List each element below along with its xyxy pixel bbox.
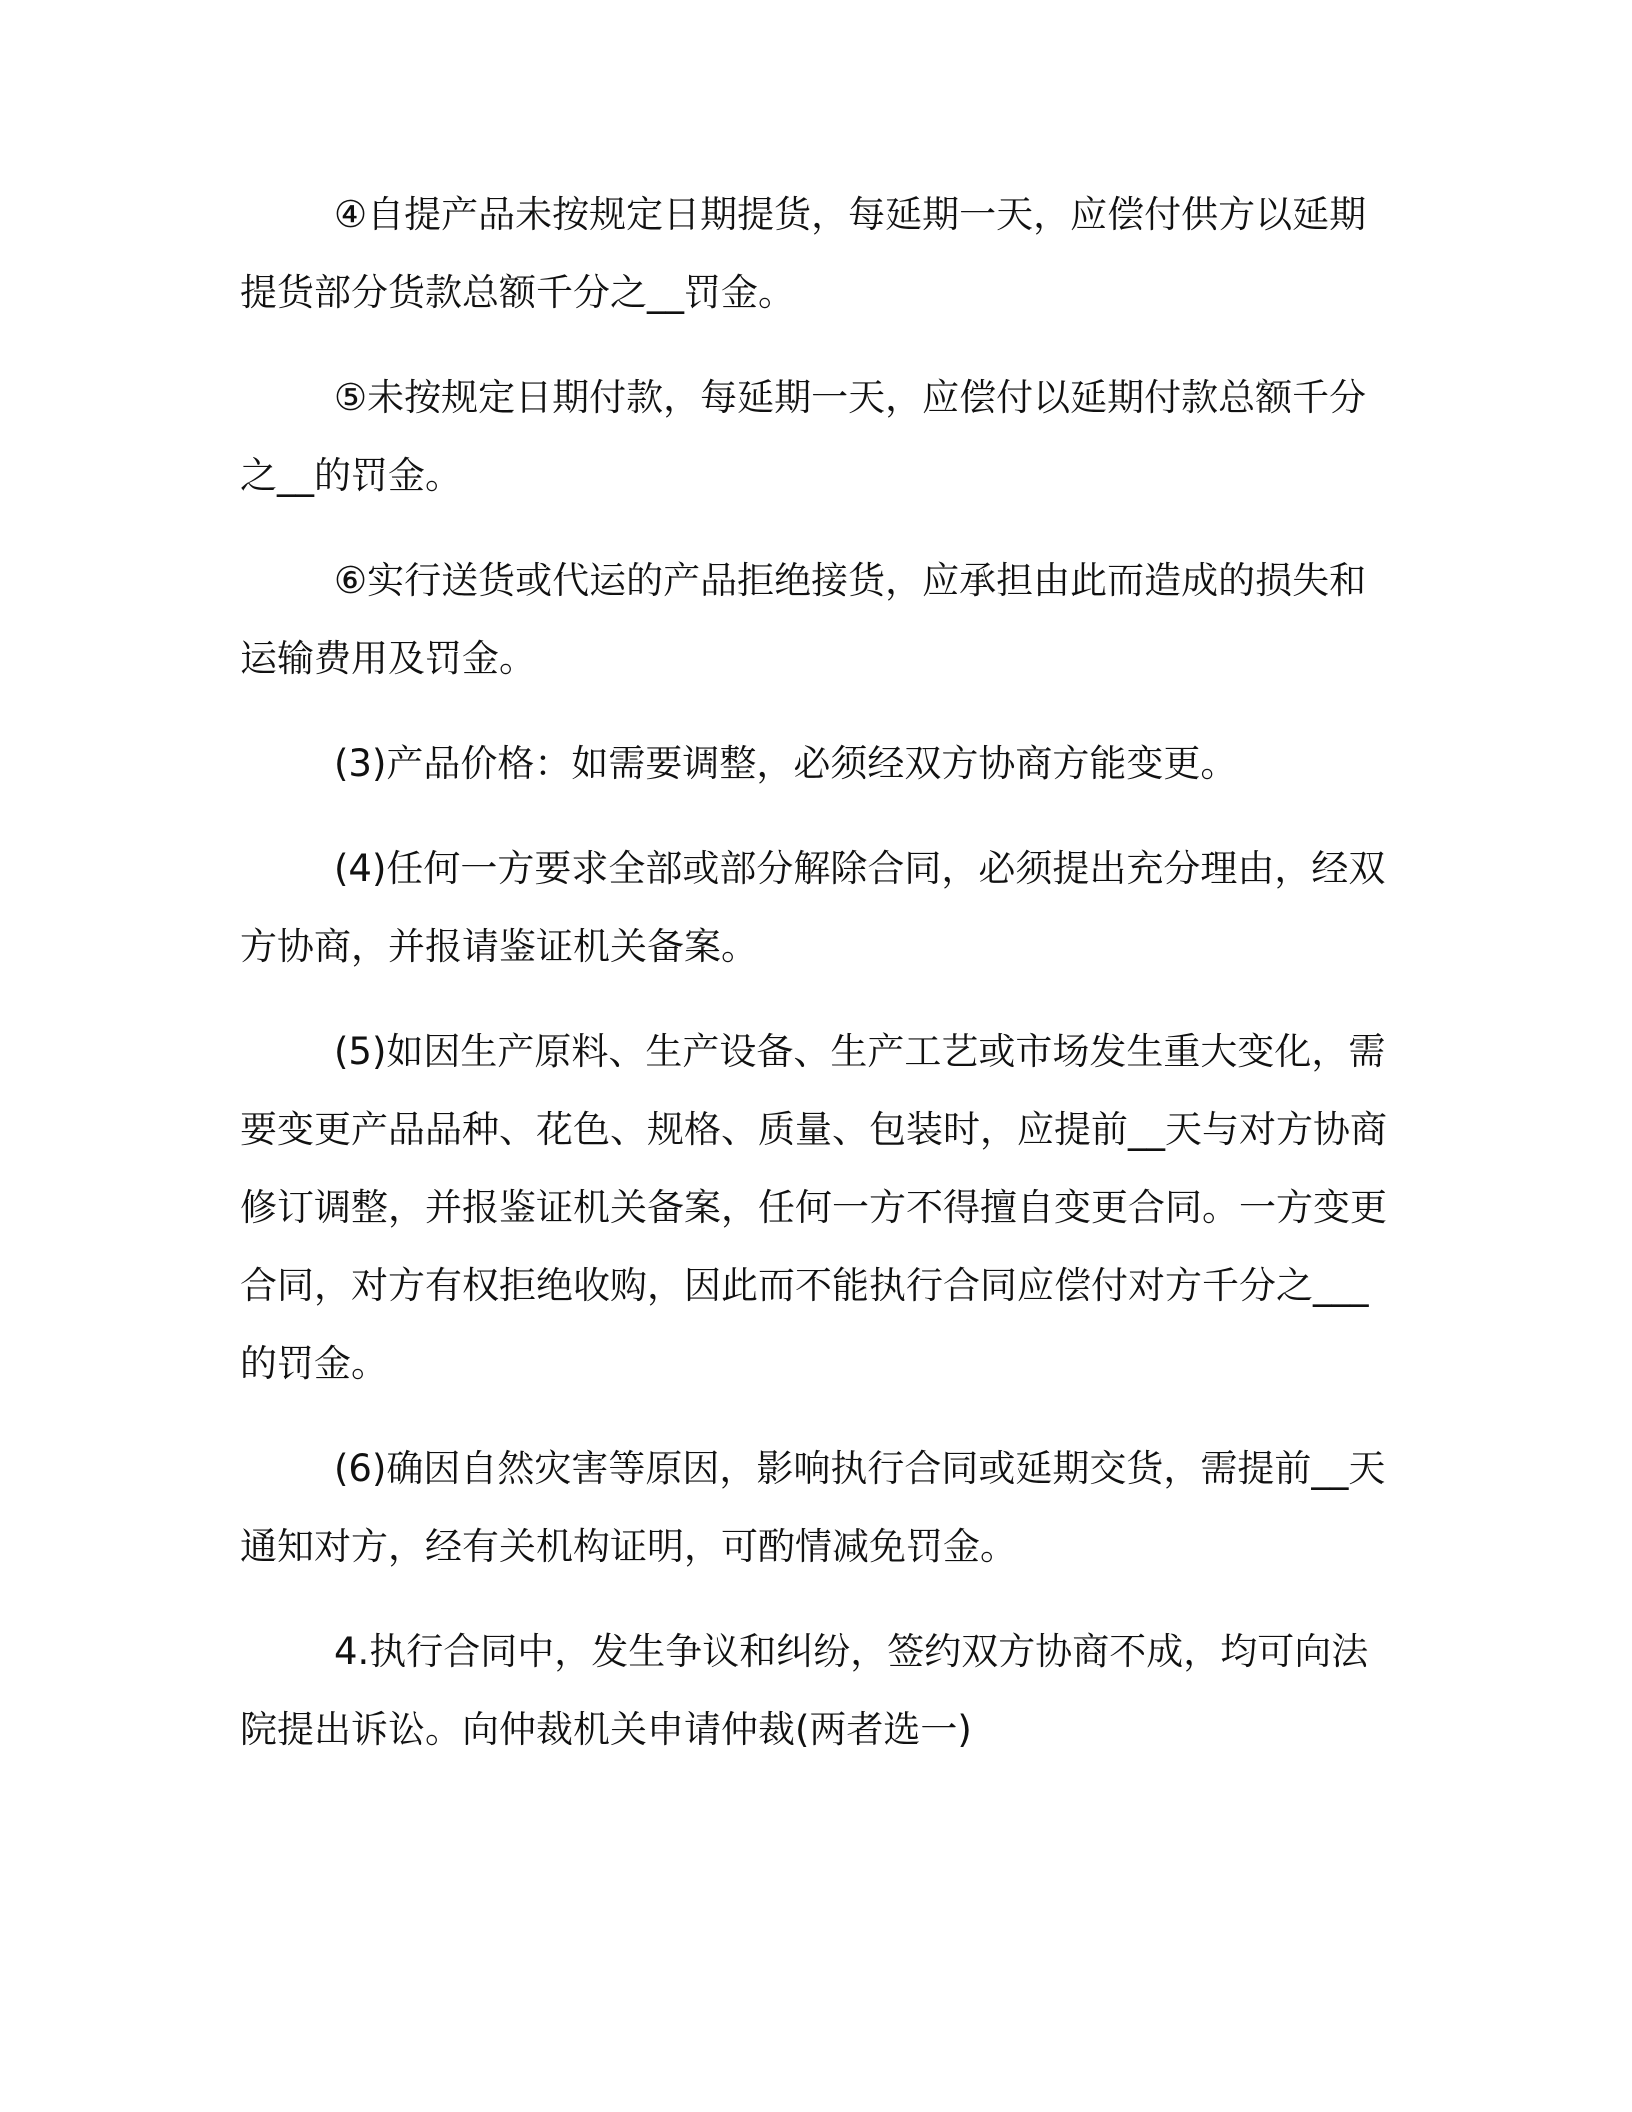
- document-body: [240, 176, 1390, 1796]
- paragraph-force-majeure: (6)确因自然灾害等原因，影响执行合同或延期交货，需提前__天通知对方，经有关机构证明，可酌情减免罚金。: [240, 1447, 1386, 1568]
- paragraph-late-payment-penalty: ⑤未按规定日期付款，每延期一天，应偿付以延期付款总额千分之__的罚金。: [240, 376, 1367, 497]
- paragraph-contract-termination: (4)任何一方要求全部或部分解除合同，必须提出充分理由，经双方协商，并报请鉴证机关备案。: [240, 847, 1386, 968]
- paragraph-dispute-resolution: 4.执行合同中，发生争议和纠纷，签约双方协商不成，均可向法院提出诉讼。向仲裁机关申请仲裁(两者选一): [240, 1630, 1369, 1751]
- paragraph-contract-change: (5)如因生产原料、生产设备、生产工艺或市场发生重大变化，需要变更产品品种、花色、规格、质量、包装时，应提前__天与对方协商修订调整，并报鉴证机关备案，任何一方不得擅自变更合同。一方变更合同，对方有权拒绝收购，因此而不能执行合同应偿付对方千分之___的罚金。: [240, 1030, 1387, 1385]
- paragraph-refused-delivery: ⑥实行送货或代运的产品拒绝接货，应承担由此而造成的损失和运输费用及罚金。: [240, 559, 1367, 680]
- paragraph-product-price: (3)产品价格：如需要调整，必须经双方协商方能变更。: [334, 742, 1238, 785]
- paragraph-late-pickup-penalty: ④自提产品未按规定日期提货，每延期一天，应偿付供方以延期提货部分货款总额千分之__罚金。: [240, 193, 1367, 314]
